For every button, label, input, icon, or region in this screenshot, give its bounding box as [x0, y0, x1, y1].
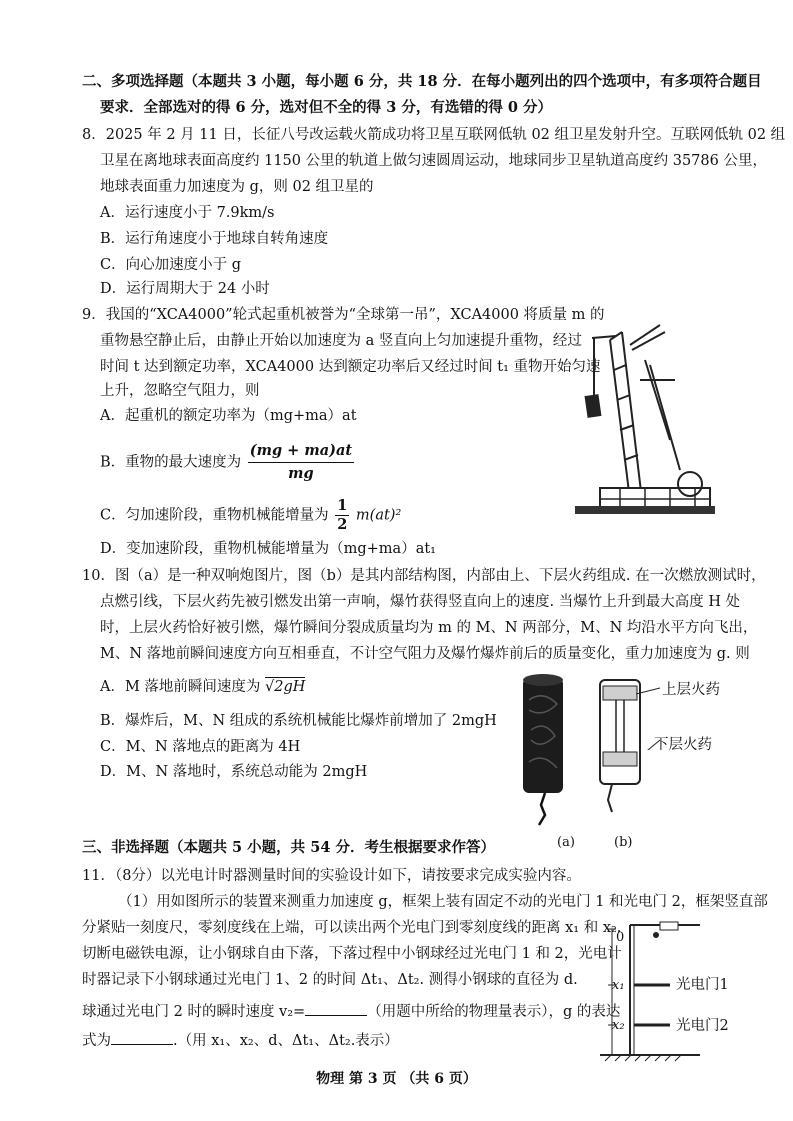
- q9-option-b-numerator: (mg + ma)at: [248, 440, 354, 463]
- q9-option-a: A．起重机的额定功率为（mg+ma）at: [100, 408, 357, 424]
- q9-stem-line4: 上升，忽略空气阻力，则: [100, 383, 260, 399]
- q9-option-c-denominator: 2: [337, 516, 348, 533]
- firecracker-photo-a: [515, 670, 575, 830]
- q9-stem-line1: 9．我国的“XCA4000”轮式起重机被誉为“全球第一吊”，XCA4000 将质量 m 的: [82, 307, 605, 323]
- ruler-zero-label: 0: [616, 930, 625, 945]
- section-2-heading-line1: 二、多项选择题（本题共 3 小题，每小题 6 分，共 18 分．在每小题列出的四个选项中，有多项符合题目: [82, 73, 762, 90]
- q11-stem-line5: 时器记录下小钢球通过光电门 1、2 的时间 Δt₁、Δt₂. 测得小钢球的直径为 d.: [82, 972, 578, 988]
- q9-stem-line2: 重物悬空静止后，由静止开始以加速度为 a 竖直向上匀加速提升重物，经过: [100, 333, 582, 349]
- q10-option-d: D．M、N 落地时，系统总动能为 2mgH: [100, 764, 368, 780]
- section-3-heading: 三、非选择题（本题共 5 小题，共 54 分．考生根据要求作答）: [82, 839, 495, 856]
- q9-option-d: D．变加速阶段，重物机械能增量为（mg+ma）at₁: [100, 541, 436, 557]
- q10-option-c: C．M、N 落地点的距离为 4H: [100, 739, 301, 755]
- photogate-2-label: 光电门2: [676, 1018, 729, 1034]
- q11-g-answer-blank[interactable]: [111, 1030, 173, 1045]
- q11-stem-line2: （1）用如图所示的装置来测重力加速度 g，框架上装有固定不动的光电门 1 和光电门 2，框架竖直部: [118, 894, 768, 910]
- q9-stem-line3: 时间 t 达到额定功率，XCA4000 达到额定功率后又经过时间 t₁ 重物开始匀速: [100, 359, 601, 375]
- figure-label-a: (a): [557, 835, 575, 850]
- q8-option-c: C．向心加速度小于 g: [100, 257, 241, 273]
- crane-figure: [570, 320, 720, 520]
- q9-option-c-numerator: 1: [337, 497, 348, 514]
- q10-option-a-label: A．M 落地前瞬间速度为: [100, 679, 261, 695]
- q8-stem-line3: 地球表面重力加速度为 g，则 02 组卫星的: [100, 179, 374, 195]
- q8-option-b: B．运行角速度小于地球自转角速度: [100, 231, 329, 247]
- q11-stem-line6: [82, 1001, 620, 1022]
- q10-stem-line4: M、N 落地前瞬间速度方向互相垂直，不计空气阻力及爆竹爆炸前后的质量变化，重力加速度为 g. 则: [100, 646, 750, 662]
- q10-stem-line2: 点燃引线，下层火药先被引燃发出第一声响，爆竹获得竖直向上的速度. 当爆竹上升到最大高度 H 处: [100, 594, 741, 610]
- ruler-x2-label: x₂: [612, 1018, 625, 1033]
- q11-g-prompt: 式为: [82, 1033, 111, 1049]
- q11-g-note: .（用 x₁、x₂、d、Δt₁、Δt₂.表示）: [173, 1033, 399, 1049]
- q8-stem-line2: 卫星在离地球表面高度约 1150 公里的轨道上做匀速圆周运动，地球同步卫星轨道高度约 35786 公里，: [100, 153, 767, 169]
- q9-option-b-denominator: mg: [288, 465, 314, 482]
- q9-option-c-expression: m(at)²: [355, 507, 402, 524]
- q9-option-c: [100, 497, 401, 534]
- q11-v2-note: （用题中所给的物理量表示），g 的表达: [367, 1004, 621, 1020]
- q9-option-b: [100, 440, 356, 485]
- figure-b-upper-powder-label: 上层火药: [662, 682, 720, 698]
- q11-stem-line4: 切断电磁铁电源，让小钢球自由下落，下落过程中小钢球经过光电门 1 和 2，光电计: [82, 946, 622, 962]
- q9-option-c-fraction: [335, 497, 349, 534]
- q11-v2-prompt: 球通过光电门 2 时的瞬时速度 v₂=: [82, 1004, 306, 1020]
- q10-option-a-expression: √2gH: [265, 679, 306, 695]
- q8-option-d: D．运行周期大于 24 小时: [100, 281, 270, 297]
- page-footer: 物理 第 3 页 （共 6 页）: [316, 1071, 477, 1087]
- ruler-x1-label: x₁: [612, 978, 625, 993]
- q11-stem-line7: [82, 1030, 399, 1051]
- q9-option-c-label: C．匀加速阶段，重物机械能增量为: [100, 507, 329, 524]
- photogate-1-label: 光电门1: [676, 977, 729, 993]
- q10-stem-line3: 时，上层火药恰好被引燃，爆竹瞬间分裂成质量均为 m 的 M、N 两部分，M、N 均沿水平方向飞出，: [100, 620, 758, 636]
- q8-stem-line1: 8．2025 年 2 月 11 日，长征八号改运载火箭成功将卫星互联网低轨 02 组卫星发射升空。互联网低轨 02 组: [82, 127, 786, 143]
- q8-option-a: A．运行速度小于 7.9km/s: [100, 205, 275, 221]
- q10-option-a: [100, 677, 305, 697]
- q11-stem-line1: 11．（8分）以光电计时器测量时间的实验设计如下，请按要求完成实验内容。: [82, 868, 581, 884]
- q9-option-b-fraction: [248, 440, 354, 485]
- q10-stem-line1: 10．图（a）是一种双响炮图片，图（b）是其内部结构图，内部由上、下层火药组成. 在一次燃放测试时，: [82, 568, 766, 584]
- figure-label-b: (b): [614, 835, 633, 850]
- q11-v2-answer-blank[interactable]: [305, 1001, 367, 1016]
- q9-option-b-label: B．重物的最大速度为: [100, 454, 242, 471]
- figure-b-lower-powder-label: 下层火药: [654, 737, 712, 753]
- q11-stem-line3: 分紧贴一刻度尺，零刻度线在上端，可以读出两个光电门到零刻度线的距离 x₁ 和 x₂.: [82, 920, 622, 936]
- q10-option-b: B．爆炸后，M、N 组成的系统机械能比爆炸前增加了 2mgH: [100, 713, 497, 729]
- section-2-heading-line2: 要求．全部选对的得 6 分，选对但不全的得 3 分，有选错的得 0 分）: [100, 99, 553, 116]
